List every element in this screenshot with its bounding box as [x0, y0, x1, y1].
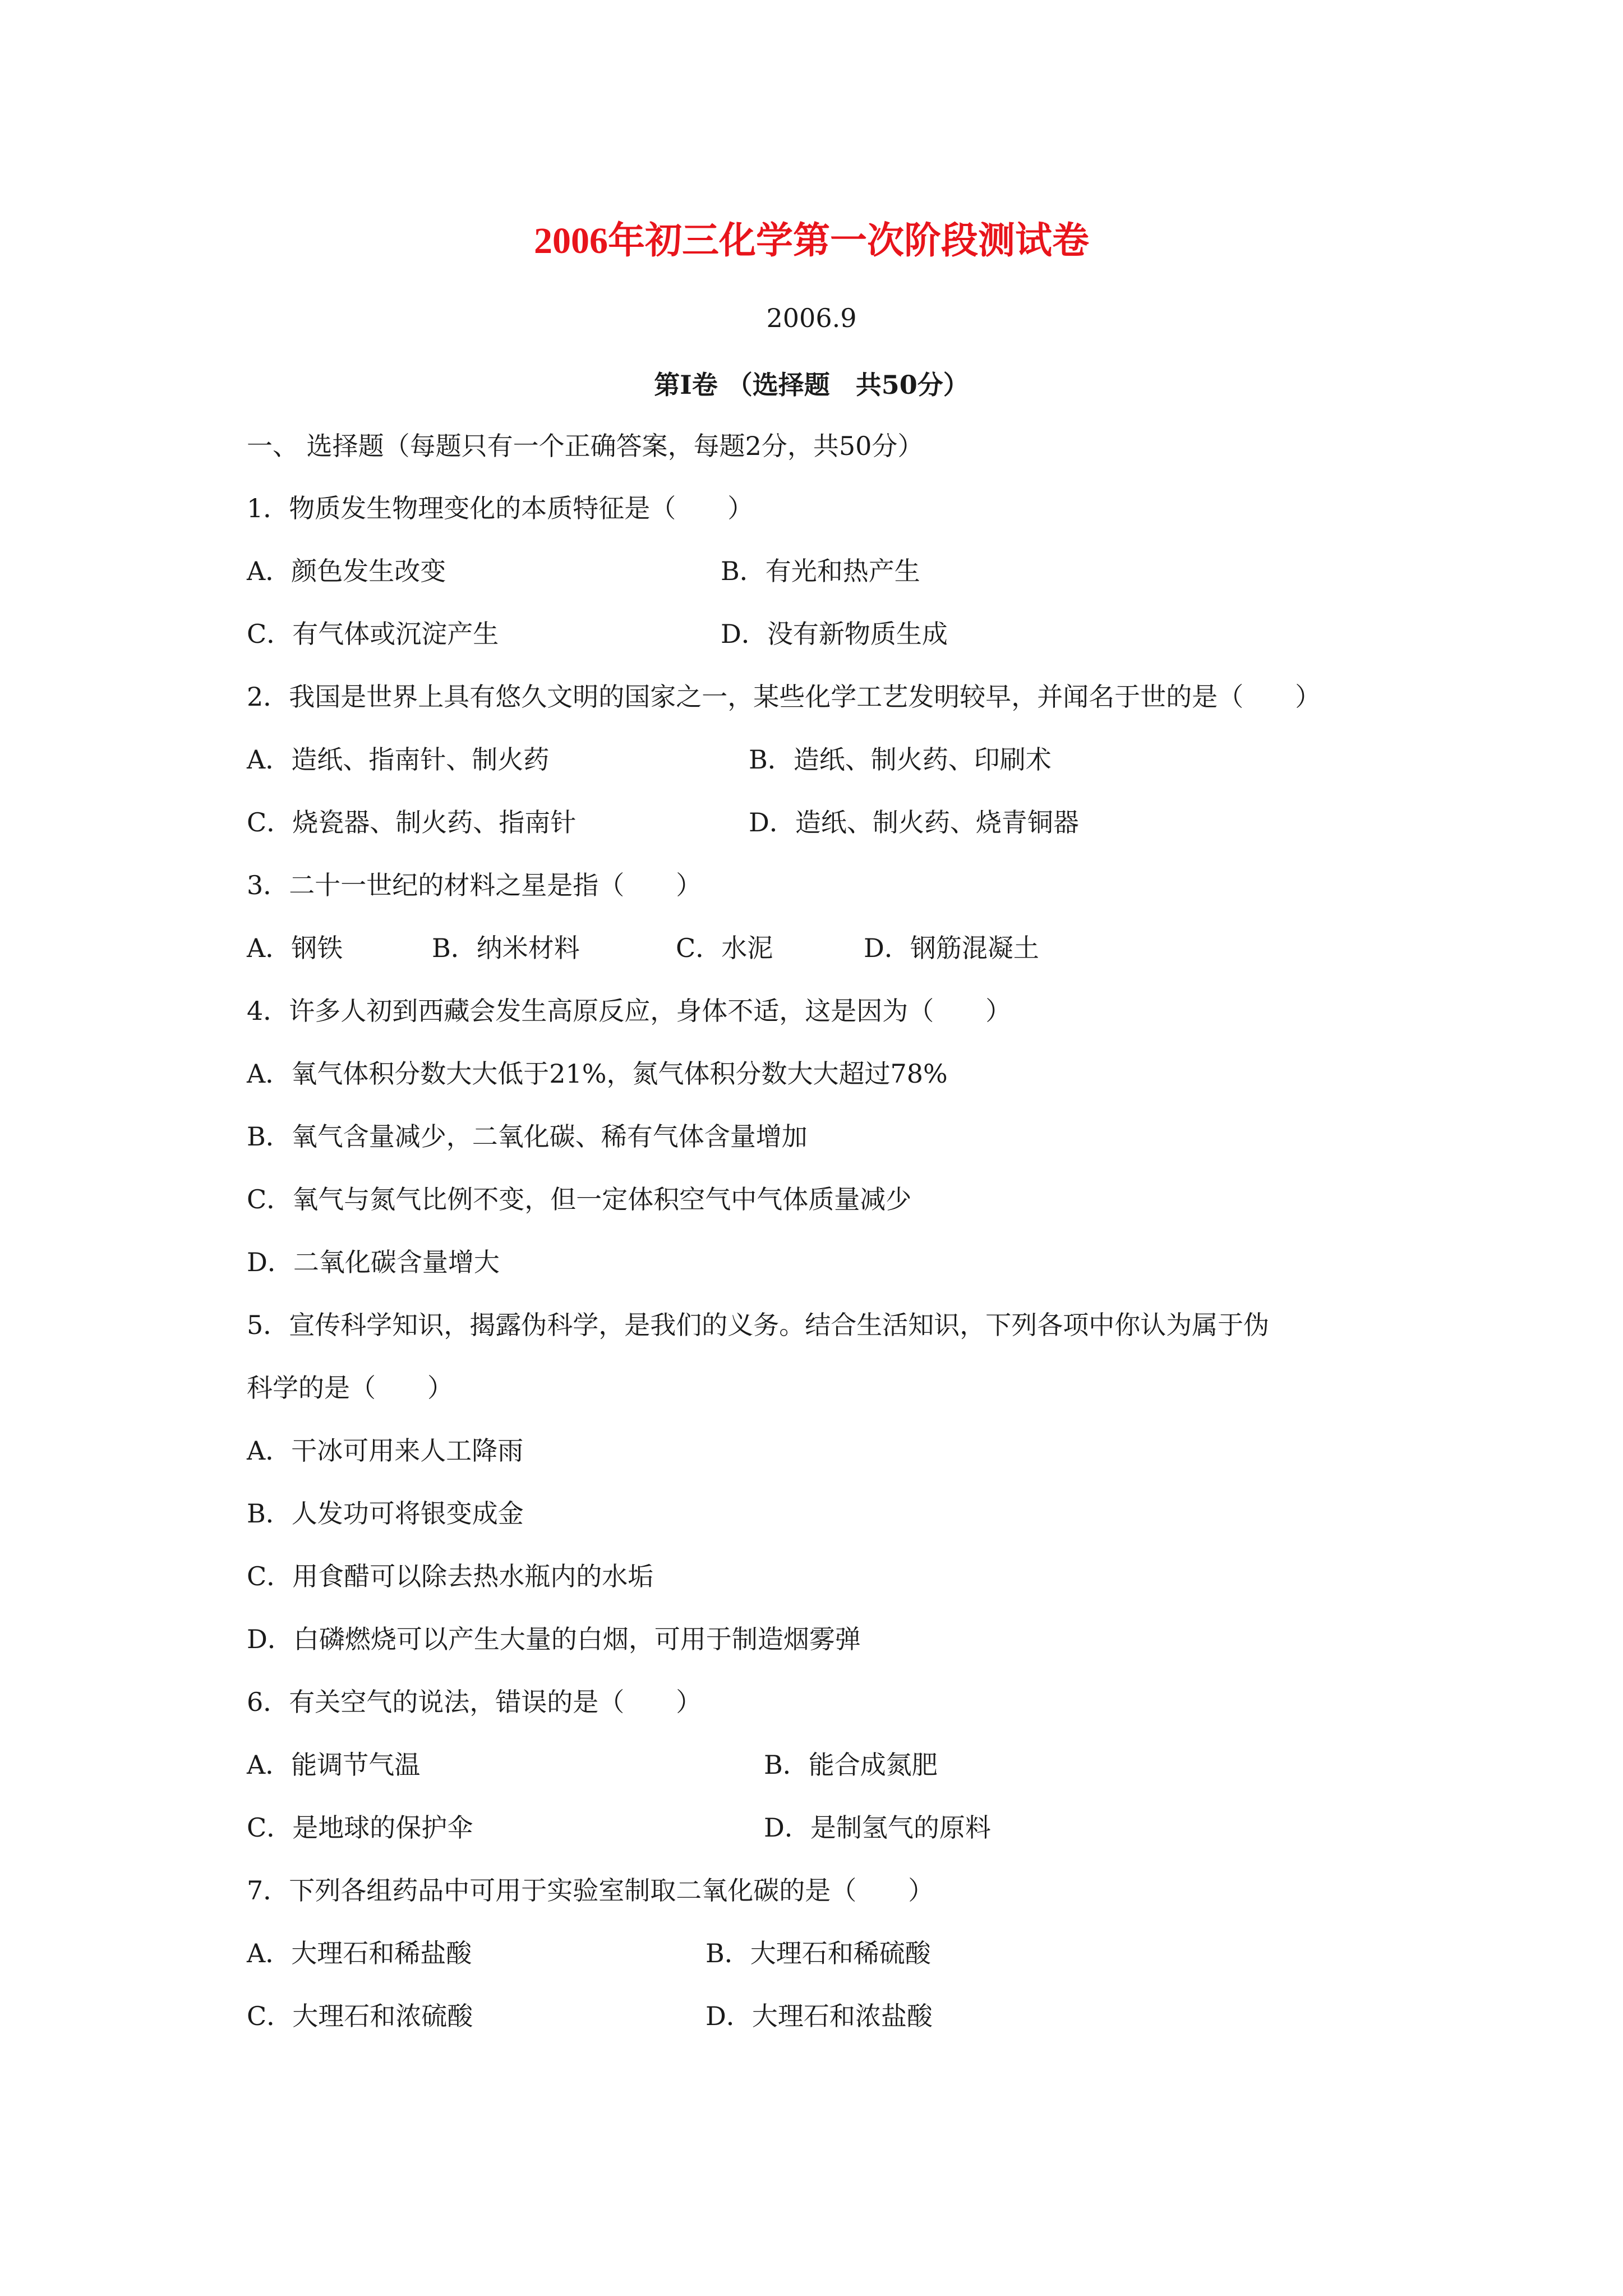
question-2-stem: 2．我国是世界上具有悠久文明的国家之一，某些化学工艺发明较早，并闻名于世的是（ ） [247, 682, 1321, 712]
question-1-option-a: A．颜色发生改变 [247, 556, 446, 586]
question-6-option-a: A．能调节气温 [247, 1750, 421, 1780]
volume-heading: 第Ⅰ卷 （选择题 共50分） [654, 370, 969, 400]
question-5-option-b: B．人发功可将银变成金 [247, 1498, 524, 1529]
question-6-stem: 6．有关空气的说法，错误的是（ ） [247, 1687, 702, 1717]
exam-title: 2006年初三化学第一次阶段测试卷 [534, 220, 1089, 261]
question-3-option-d: D．钢筋混凝土 [864, 933, 1039, 963]
question-3-option-a: A．钢铁 [247, 933, 343, 963]
question-4-option-a: A．氧气体积分数大大低于21%，氮气体积分数大大超过78% [247, 1059, 948, 1089]
question-7-option-d: D．大理石和浓盐酸 [706, 2001, 933, 2031]
section-heading: 一、 选择题（每题只有一个正确答案，每题2分，共50分） [247, 431, 924, 461]
question-5-option-a: A．干冰可用来人工降雨 [247, 1435, 524, 1466]
question-3-option-b: B．纳米材料 [432, 933, 580, 963]
question-5-stem-line-1: 5．宣传科学知识，揭露伪科学，是我们的义务。结合生活知识，下列各项中你认为属于伪 [247, 1310, 1270, 1340]
question-4-option-d: D．二氧化碳含量增大 [247, 1247, 500, 1277]
question-5-option-d: D．白磷燃烧可以产生大量的白烟，可用于制造烟雾弹 [247, 1624, 861, 1654]
question-7-option-c: C．大理石和浓硫酸 [247, 2001, 473, 2031]
question-4-stem: 4．许多人初到西藏会发生高原反应，身体不适，这是因为（ ） [247, 996, 1012, 1026]
question-7-option-a: A．大理石和稀盐酸 [247, 1938, 472, 1968]
question-2-option-d: D．造纸、制火药、烧青铜器 [749, 807, 1079, 838]
question-2-option-b: B．造纸、制火药、印刷术 [749, 744, 1052, 775]
question-1-option-b: B．有光和热产生 [721, 556, 920, 586]
question-6-option-d: D．是制氢气的原料 [764, 1812, 991, 1843]
question-7-stem: 7．下列各组药品中可用于实验室制取二氧化碳的是（ ） [247, 1875, 934, 1906]
question-5-stem-line-2: 科学的是（ ） [247, 1373, 453, 1403]
question-3-stem: 3．二十一世纪的材料之星是指（ ） [247, 870, 702, 900]
question-1-option-c: C．有气体或沉淀产生 [247, 619, 499, 649]
question-5-option-c: C．用食醋可以除去热水瓶内的水垢 [247, 1561, 654, 1591]
question-1-stem: 1．物质发生物理变化的本质特征是（ ） [247, 493, 754, 523]
question-2-option-a: A．造纸、指南针、制火药 [247, 744, 550, 775]
question-4-option-c: C．氧气与氮气比例不变，但一定体积空气中气体质量减少 [247, 1184, 912, 1214]
question-4-option-b: B．氧气含量减少，二氧化碳、稀有气体含量增加 [247, 1121, 808, 1152]
question-7-option-b: B．大理石和稀硫酸 [706, 1938, 931, 1968]
exam-date: 2006.9 [766, 303, 857, 333]
question-1-option-d: D．没有新物质生成 [721, 619, 948, 649]
question-6-option-b: B．能合成氮肥 [764, 1750, 938, 1780]
question-2-option-c: C．烧瓷器、制火药、指南针 [247, 807, 577, 838]
question-6-option-c: C．是地球的保护伞 [247, 1812, 473, 1843]
question-3-option-c: C．水泥 [676, 933, 773, 963]
